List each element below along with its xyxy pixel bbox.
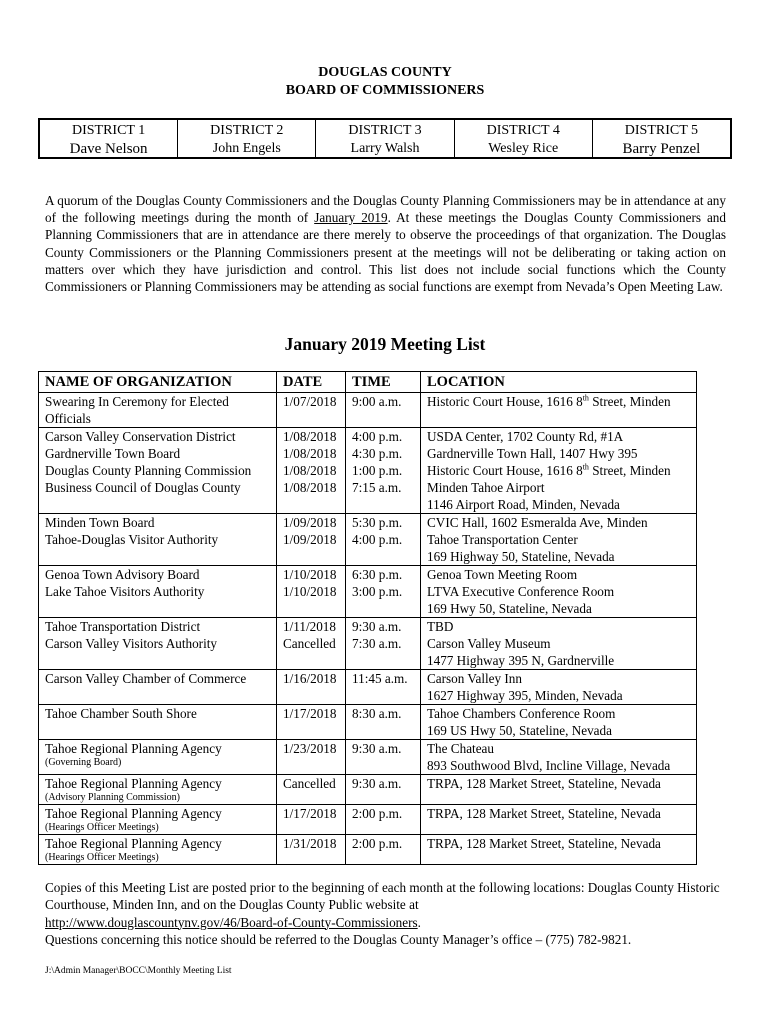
cell-location <box>421 428 697 446</box>
district-label: DISTRICT 3 <box>348 123 422 138</box>
organization-name: Tahoe Regional Planning Agency <box>45 741 222 756</box>
cell-date: 1/10/2018 <box>277 583 346 618</box>
location-line: Street, Minden <box>588 463 671 478</box>
cell-organization <box>39 618 277 636</box>
table-row <box>39 740 697 775</box>
location-line: USDA Center, 1702 County Rd, #1A <box>427 429 624 444</box>
table-row <box>39 635 697 670</box>
district-commissioner: Larry Walsh <box>350 141 420 156</box>
cell-location <box>421 705 697 740</box>
location-line: LTVA Executive Conference Room <box>427 584 615 599</box>
organization-name: Tahoe Regional Planning Agency <box>45 806 222 821</box>
cell-organization <box>39 775 277 805</box>
organization-name: Tahoe Transportation District <box>45 619 201 634</box>
cell-organization <box>39 428 277 446</box>
header-time: TIME <box>346 372 421 393</box>
cell-date: 1/11/2018 <box>277 618 346 636</box>
cell-location <box>421 805 697 835</box>
organization-name: Business Council of Douglas County <box>45 480 241 495</box>
cell-time: 9:00 a.m. <box>346 393 421 428</box>
cell-date: 1/08/2018 <box>277 479 346 514</box>
cell-location <box>421 514 697 532</box>
table-row <box>39 566 697 584</box>
district-commissioner: John Engels <box>212 141 281 156</box>
table-row <box>39 705 697 740</box>
location-address: 893 Southwood Blvd, Incline Village, Nevada <box>427 758 671 773</box>
cell-date: Cancelled <box>277 635 346 670</box>
cell-date: 1/17/2018 <box>277 805 346 835</box>
cell-organization <box>39 740 277 775</box>
location-line: Gardnerville Town Hall, 1407 Hwy 395 <box>427 446 638 461</box>
cell-time: 9:30 a.m. <box>346 618 421 636</box>
organization-name: Tahoe Chamber South Shore <box>45 706 197 721</box>
location-line: Street, Minden <box>588 394 671 409</box>
cell-date: 1/31/2018 <box>277 835 346 865</box>
cell-date: 1/10/2018 <box>277 566 346 584</box>
table-row <box>39 835 697 865</box>
cell-date: 1/08/2018 <box>277 462 346 479</box>
table-row <box>39 445 697 462</box>
district-label: DISTRICT 2 <box>210 123 284 138</box>
file-path-footer: J:\Admin Manager\BOCC\Monthly Meeting List <box>45 966 232 976</box>
cell-organization <box>39 462 277 479</box>
copies-notice <box>45 879 726 948</box>
cell-organization <box>39 479 277 514</box>
location-line: Genoa Town Meeting Room <box>427 567 578 582</box>
cell-time: 5:30 p.m. <box>346 514 421 532</box>
cell-time: 3:00 p.m. <box>346 583 421 618</box>
cell-location <box>421 740 697 775</box>
organization-name: Genoa Town Advisory Board <box>45 567 200 582</box>
organization-name: Minden Town Board <box>45 515 155 530</box>
cell-date: 1/16/2018 <box>277 670 346 705</box>
cell-location <box>421 775 697 805</box>
location-line: Minden Tahoe Airport <box>427 480 545 495</box>
header-title-line2: BOARD OF COMMISSIONERS <box>285 83 485 98</box>
organization-subtitle: (Hearings Officer Meetings) <box>45 852 159 863</box>
cell-organization <box>39 635 277 670</box>
cell-organization <box>39 514 277 532</box>
quorum-text-after: . At these meetings the Douglas County Commissioners and Planning Commissioners that are in attendance are there merely to observe the proceedings of that organization. The Douglas County Commissioners or the Planning Commissioners present at the meetings will not be deliberating or taking action on matters over which they have jurisdiction and control. This list does not include social functions which the County Commissioners or Planning Commissioners may be attending as social functions are exempt from Nevada’s Open Meeting Law. <box>45 210 726 295</box>
districts-box <box>38 118 732 159</box>
cell-time: 8:30 a.m. <box>346 705 421 740</box>
cell-date: 1/08/2018 <box>277 428 346 446</box>
cell-organization <box>39 835 277 865</box>
district-1 <box>40 120 178 157</box>
cell-location <box>421 835 697 865</box>
cell-location <box>421 445 697 462</box>
table-row <box>39 479 697 514</box>
location-line: TBD <box>427 619 454 634</box>
cell-location <box>421 566 697 584</box>
cell-time: 1:00 p.m. <box>346 462 421 479</box>
organization-name: Carson Valley Visitors Authority <box>45 636 217 651</box>
district-commissioner: Wesley Rice <box>488 141 559 156</box>
location-line: Carson Valley Inn <box>427 671 522 686</box>
location-address: 1146 Airport Road, Minden, Nevada <box>427 497 620 512</box>
cell-time: 9:30 a.m. <box>346 775 421 805</box>
location-line: Historic Court House, 1616 8 <box>427 463 583 478</box>
location-line: CVIC Hall, 1602 Esmeralda Ave, Minden <box>427 515 648 530</box>
cell-organization <box>39 566 277 584</box>
cell-time: 2:00 p.m. <box>346 835 421 865</box>
link-period: . <box>417 914 421 930</box>
location-line: TRPA, 128 Market Street, Stateline, Nevada <box>427 836 661 851</box>
district-3 <box>316 120 454 157</box>
cell-time: 7:30 a.m. <box>346 635 421 670</box>
cell-organization <box>39 670 277 705</box>
location-address: 1477 Highway 395 N, Gardnerville <box>427 653 615 668</box>
organization-name: Douglas County Planning Commission <box>45 463 252 478</box>
location-line: TRPA, 128 Market Street, Stateline, Nevada <box>427 776 661 791</box>
cell-time: 6:30 p.m. <box>346 566 421 584</box>
website-link[interactable]: http://www.douglascountynv.gov/46/Board-of-County-Commissioners <box>45 914 418 930</box>
cell-time: 4:30 p.m. <box>346 445 421 462</box>
organization-name: Tahoe Regional Planning Agency <box>45 776 222 791</box>
cell-organization <box>39 705 277 740</box>
cell-date: 1/23/2018 <box>277 740 346 775</box>
cell-date: 1/08/2018 <box>277 445 346 462</box>
header-organization: NAME OF ORGANIZATION <box>39 372 277 393</box>
cell-organization <box>39 531 277 566</box>
table-row <box>39 462 697 479</box>
location-line: th <box>582 393 589 403</box>
meeting-table <box>38 371 697 865</box>
organization-subtitle: (Advisory Planning Commission) <box>45 792 181 803</box>
location-line: Tahoe Chambers Conference Room <box>427 706 616 721</box>
organization-name: Tahoe Regional Planning Agency <box>45 836 222 851</box>
cell-date: 1/07/2018 <box>277 393 346 428</box>
cell-location <box>421 635 697 670</box>
cell-location <box>421 531 697 566</box>
cell-time: 4:00 p.m. <box>346 428 421 446</box>
cell-time: 2:00 p.m. <box>346 805 421 835</box>
location-address: 169 Highway 50, Stateline, Nevada <box>427 549 615 564</box>
cell-location <box>421 618 697 636</box>
table-row <box>39 670 697 705</box>
organization-name: Carson Valley Chamber of Commerce <box>45 671 247 686</box>
table-row <box>39 393 697 428</box>
table-row <box>39 618 697 636</box>
quorum-month: January 2019 <box>314 210 388 226</box>
questions-text: Questions concerning this notice should be referred to the Douglas County Manager’s office – (775) 782-9821. <box>45 931 632 947</box>
cell-location <box>421 583 697 618</box>
district-label: DISTRICT 5 <box>624 123 699 138</box>
location-line: Tahoe Transportation Center <box>427 532 578 547</box>
cell-location <box>421 479 697 514</box>
organization-name: Carson Valley Conservation District <box>45 429 236 444</box>
copies-text: Copies of this Meeting List are posted prior to the beginning of each month at the following locations: Douglas County Historic Courthouse, Minden Inn, and on the Douglas County Public website at <box>45 880 720 913</box>
location-address: 169 US Hwy 50, Stateline, Nevada <box>427 723 612 738</box>
cell-location <box>421 462 697 479</box>
organization-name: Lake Tahoe Visitors Authority <box>45 584 205 599</box>
cell-organization <box>39 805 277 835</box>
location-line: Carson Valley Museum <box>427 636 551 651</box>
district-commissioner: Barry Penzel <box>622 141 701 157</box>
district-label: DISTRICT 4 <box>486 123 560 138</box>
table-row <box>39 514 697 532</box>
cell-time: 11:45 a.m. <box>346 670 421 705</box>
cell-time: 9:30 a.m. <box>346 740 421 775</box>
location-line: th <box>582 462 589 472</box>
cell-organization <box>39 393 277 428</box>
location-line: TRPA, 128 Market Street, Stateline, Nevada <box>427 806 661 821</box>
location-line: The Chateau <box>427 741 495 756</box>
table-row <box>39 583 697 618</box>
table-row <box>39 805 697 835</box>
cell-time: 7:15 a.m. <box>346 479 421 514</box>
header-location: LOCATION <box>421 372 697 393</box>
organization-name: Gardnerville Town Board <box>45 446 181 461</box>
organization-name: Tahoe-Douglas Visitor Authority <box>45 532 219 547</box>
cell-date: 1/17/2018 <box>277 705 346 740</box>
cell-organization <box>39 445 277 462</box>
meeting-list-title: January 2019 Meeting List <box>284 334 486 354</box>
cell-organization <box>39 583 277 618</box>
organization-subtitle: (Hearings Officer Meetings) <box>45 822 159 833</box>
table-header-row <box>39 372 697 393</box>
organization-subtitle: (Governing Board) <box>45 757 122 768</box>
cell-date: Cancelled <box>277 775 346 805</box>
district-2 <box>178 120 316 157</box>
organization-name: Swearing In Ceremony for Elected Officials <box>45 394 229 426</box>
cell-time: 4:00 p.m. <box>346 531 421 566</box>
header-date: DATE <box>277 372 346 393</box>
cell-location <box>421 393 697 428</box>
table-row <box>39 531 697 566</box>
cell-date: 1/09/2018 <box>277 514 346 532</box>
table-row <box>39 775 697 805</box>
quorum-notice <box>45 192 726 295</box>
quorum-text-before: A quorum of the Douglas County Commissioners and the Douglas County Planning Commissioners may be in attendance at any of the following meetings during the month of <box>45 193 726 226</box>
district-4 <box>455 120 593 157</box>
table-row <box>39 428 697 446</box>
district-commissioner: Dave Nelson <box>69 141 148 157</box>
cell-location <box>421 670 697 705</box>
location-address: 1627 Highway 395, Minden, Nevada <box>427 688 623 703</box>
district-5 <box>593 120 730 157</box>
cell-date: 1/09/2018 <box>277 531 346 566</box>
header-title-line1: DOUGLAS COUNTY <box>318 65 452 80</box>
location-line: Historic Court House, 1616 8 <box>427 394 583 409</box>
location-address: 169 Hwy 50, Stateline, Nevada <box>427 601 592 616</box>
district-label: DISTRICT 1 <box>71 123 146 138</box>
